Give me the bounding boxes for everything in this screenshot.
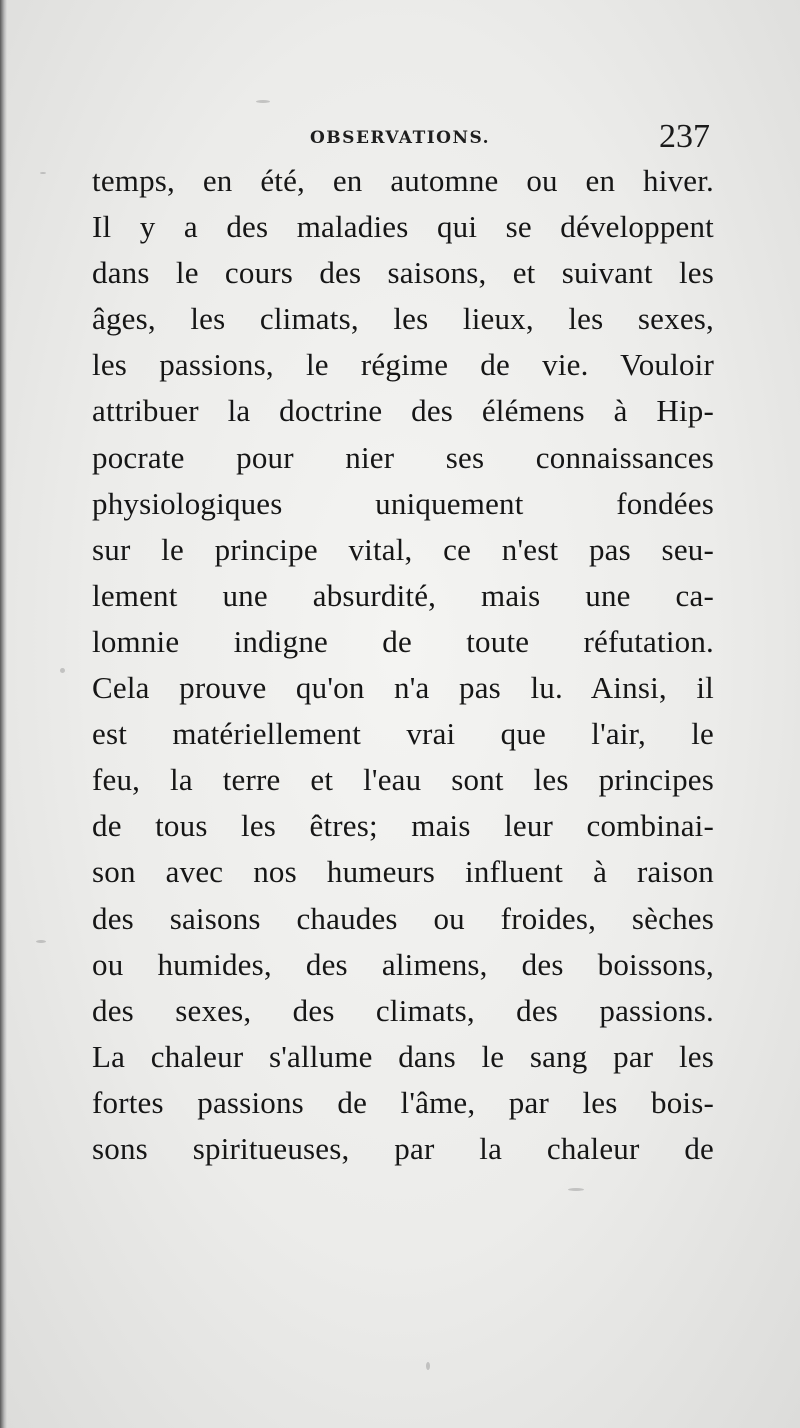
text-line: La chaleur s'allume dans le sang par les — [92, 1038, 714, 1074]
text-line: sons spiritueuses, par la chaleur de — [92, 1130, 714, 1166]
text-line: est matériellement vrai que l'air, le — [92, 716, 714, 752]
paper-speck — [256, 100, 270, 103]
text-line: physiologiques uniquement fondées — [92, 485, 714, 521]
text-line: lement une absurdité, mais une ca- — [92, 577, 714, 613]
text-line: feu, la terre et l'eau sont les principes — [92, 762, 714, 798]
text-line: fortes passions de l'âme, par les bois- — [92, 1084, 714, 1120]
text-line: des saisons chaudes ou froides, sèches — [92, 900, 714, 936]
body-text — [92, 158, 714, 1172]
page-number: 237 — [659, 118, 710, 155]
paper-speck — [426, 1362, 430, 1370]
text-line: dans le cours des saisons, et suivant les — [92, 255, 714, 291]
paper-speck — [36, 940, 46, 943]
paper-speck — [568, 1188, 584, 1191]
paper-speck — [40, 172, 46, 174]
page-header — [92, 118, 718, 162]
text-line: âges, les climats, les lieux, les sexes, — [92, 301, 714, 337]
text-line: de tous les êtres; mais leur combinai- — [92, 808, 714, 844]
text-line: ou humides, des alimens, des boissons, — [92, 946, 714, 982]
page-edge-shadow — [0, 0, 7, 1428]
text-line: lomnie indigne de toute réfutation. — [92, 623, 714, 659]
text-line: pocrate pour nier ses connaissances — [92, 439, 714, 475]
text-line: son avec nos humeurs influent à raison — [92, 854, 714, 890]
paper-speck — [60, 668, 65, 673]
text-line: attribuer la doctrine des élémens à Hip- — [92, 393, 714, 429]
text-line: les passions, le régime de vie. Vouloir — [92, 347, 714, 383]
text-line: sur le principe vital, ce n'est pas seu- — [92, 531, 714, 567]
running-head: OBSERVATIONS. — [310, 128, 491, 148]
text-line: des sexes, des climats, des passions. — [92, 992, 714, 1028]
text-line: Cela prouve qu'on n'a pas lu. Ainsi, il — [92, 670, 714, 706]
text-line: Il y a des maladies qui se développent — [92, 209, 714, 245]
text-line: temps, en été, en automne ou en hiver. — [92, 163, 714, 198]
